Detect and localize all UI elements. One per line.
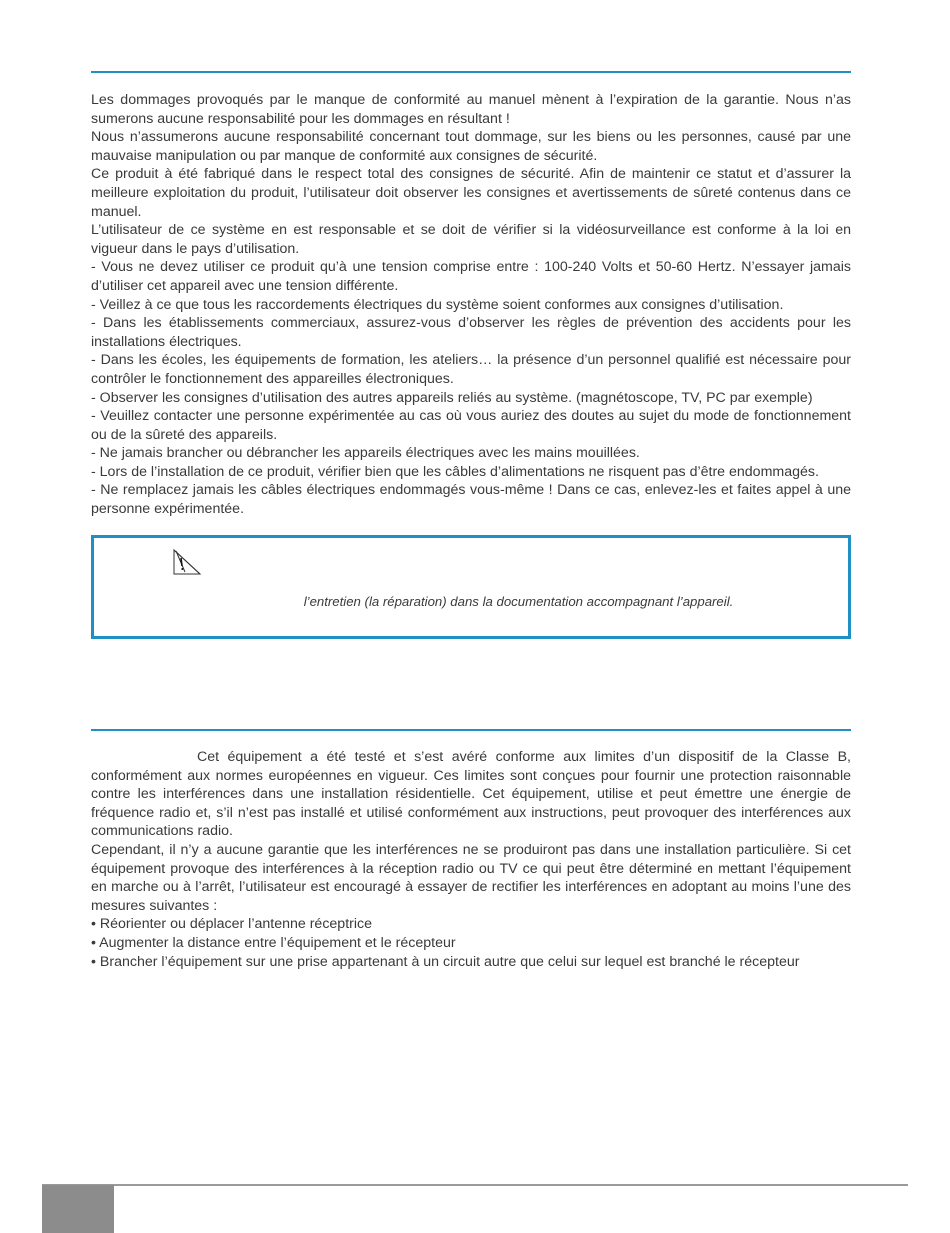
warning-triangle-icon [172,548,202,576]
paragraph: L’utilisateur de ce système en est responsable et se doit de vérifier si la vidéosurveillance est conforme à la loi en vigueur dans le pays d’utilisation. [91,222,851,257]
paragraph: - Lors de l’installation de ce produit, vérifier bien que les câbles d’alimentations ne risquent pas d’être endommagés. [91,463,819,480]
paragraph: - Ne jamais brancher ou débrancher les appareils électriques avec les mains mouillées. [91,445,640,462]
paragraph: Ce produit à été fabriqué dans le respect total des consignes de sécurité. Afin de maintenir ce statut et d’assurer la meilleure exploitation du produit, l’utilisateur doit observer les consignes et avertissements de sûreté contenus dans ce manuel. [91,166,851,220]
paragraph: Cependant, il n’y a aucune garantie que les interférences ne se produiront pas dans une installation particulière. Si cet équipement provoque des interférences à la réception radio ou TV ce qui peut être déterminé en mettant l’équipement en marche ou à l’arrêt, l’utilisateur est encouragé à essayer de rectifier les interférences en adoptant au moins l’une des mesures suivantes : [91,841,851,914]
footer-divider [42,1184,908,1186]
paragraph: - Dans les écoles, les équipements de formation, les ateliers… la présence d’un personnel qualifié est nécessaire pour contrôler le fonctionnement des appareilles électroniques. [91,352,851,387]
warning-box [91,535,851,639]
list-item: • Brancher l’équipement sur une prise appartenant à un circuit autre que celui sur lequel est branché le récepteur [91,953,800,970]
paragraph: - Veuillez contacter une personne expérimentée au cas où vous auriez des doutes au sujet du mode de fonctionnement ou de la sûreté des appareils. [91,408,851,443]
middle-divider [91,729,851,731]
paragraph: - Vous ne devez utiliser ce produit qu’à une tension comprise entre : 100-240 Volts et 50-60 Hertz. N’essayer jamais d’utiliser cet appareil avec une tension différente. [91,259,851,294]
paragraph: - Veillez à ce que tous les raccordements électriques du système soient conformes aux consignes d’utilisation. [91,296,784,313]
list-item: • Réorienter ou déplacer l’antenne réceptrice [91,916,372,933]
safety-text-section [91,91,851,519]
warning-text: l’entretien (la réparation) dans la documentation accompagnant l’appareil. [303,594,734,609]
paragraph: Cet équipement a été testé et s’est avéré conforme aux limites d’un dispositif de la Classe B, conformément aux normes européennes en vigueur. Ces limites sont conçues pour fournir une protection raisonnable contre les interférences dans une installation résidentielle. Cet équipement, utilise et peut émettre une énergie de fréquence radio et, s’il n’est pas installé et utilisé conformément aux instructions, peut provoquer des interférences aux communications radio. [91,749,851,840]
page-number-tab [42,1185,114,1233]
paragraph: - Ne remplacez jamais les câbles électriques endommagés vous-même ! Dans ce cas, enlevez-les et faites appel à une personne expérimentée. [91,482,851,518]
paragraph: - Observer les consignes d’utilisation des autres appareils reliés au système. (magnétoscope, TV, PC par exemple) [91,389,813,406]
paragraph: Nous n’assumerons aucune responsabilité concernant tout dommage, sur les biens ou les personnes, causé par une mauvaise manipulation ou par manque de conformité aux consignes de sécurité. [91,129,851,164]
top-divider [91,71,851,73]
compliance-text-section [91,748,851,971]
list-item: • Augmenter la distance entre l’équipement et le récepteur [91,934,456,951]
paragraph: - Dans les établissements commerciaux, assurez-vous d’observer les règles de prévention des accidents pour les installations électriques. [91,315,851,350]
paragraph: Les dommages provoqués par le manque de conformité au manuel mènent à l’expiration de la garantie. Nous n’as sumerons aucune responsabilité pour les dommages en résultant ! [91,92,851,127]
